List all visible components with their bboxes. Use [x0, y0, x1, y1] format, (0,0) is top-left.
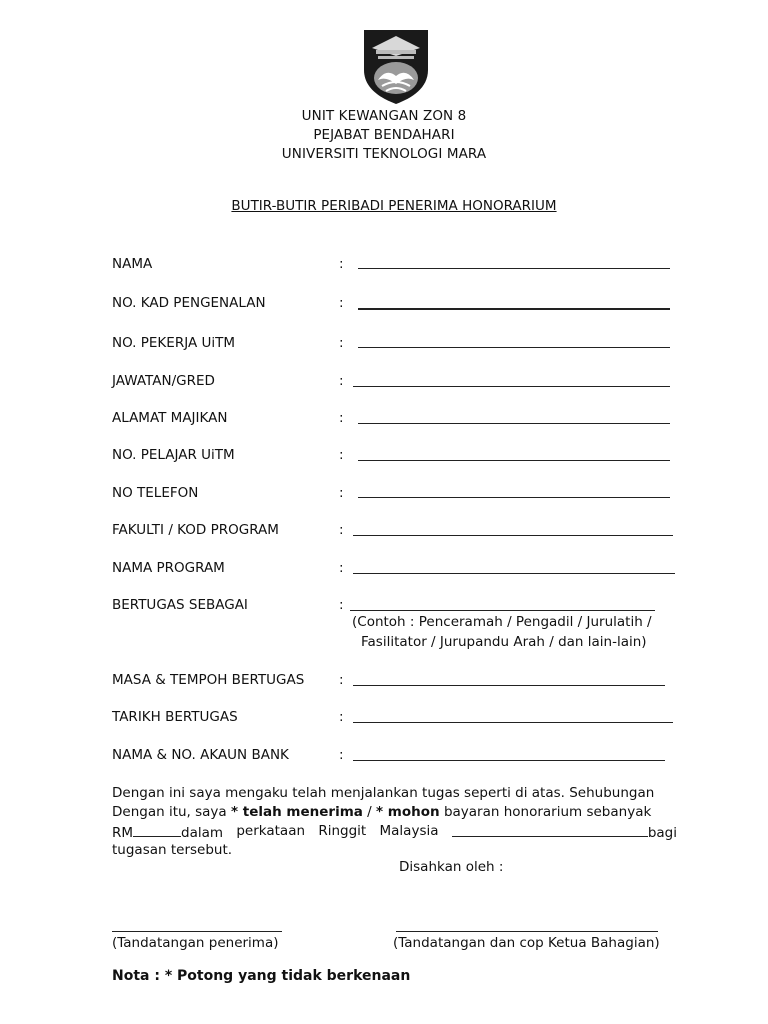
- field-colon: :: [339, 560, 344, 576]
- declaration-line-4: tugasan tersebut.: [112, 842, 233, 858]
- form-title: BUTIR-BUTIR PERIBADI PENERIMA HONORARIUM: [231, 198, 557, 214]
- field-label-alamat-majikan: ALAMAT MAJIKAN: [112, 410, 228, 426]
- declaration-line-2: [112, 803, 677, 822]
- uitm-logo: [364, 30, 428, 104]
- option-separator: /: [367, 804, 372, 820]
- field-line-no-pekerja[interactable]: [358, 347, 670, 348]
- word-malaysia: Malaysia: [379, 823, 439, 839]
- word-perkataan: perkataan: [236, 823, 306, 839]
- declaration-line-3: [112, 822, 677, 841]
- signature-line-penerima[interactable]: [112, 931, 282, 932]
- amount-blank[interactable]: [133, 822, 181, 837]
- header-office: PEJABAT BENDAHARI: [313, 127, 455, 143]
- field-colon: :: [339, 295, 344, 311]
- field-colon: :: [339, 672, 344, 688]
- field-label-fakulti: FAKULTI / KOD PROGRAM: [112, 522, 279, 538]
- bertugas-hint-line1: (Contoh : Penceramah / Pengadil / Jurulatih /: [352, 614, 652, 630]
- field-line-fakulti[interactable]: [353, 535, 673, 536]
- field-label-jawatan: JAWATAN/GRED: [112, 373, 215, 389]
- declaration-paragraph: [112, 784, 677, 860]
- field-line-masa-tempoh[interactable]: [353, 685, 665, 686]
- rm-label: RM: [112, 825, 134, 841]
- field-label-nama-program: NAMA PROGRAM: [112, 560, 225, 576]
- field-label-no-pekerja: NO. PEKERJA UiTM: [112, 335, 235, 351]
- field-line-alamat-majikan[interactable]: [358, 423, 670, 424]
- word-dalam: dalam: [181, 825, 224, 841]
- field-line-jawatan[interactable]: [353, 386, 670, 387]
- word-ringgit: Ringgit: [318, 823, 367, 839]
- field-line-no-pelajar[interactable]: [358, 460, 670, 461]
- field-line-nama[interactable]: [358, 268, 670, 269]
- option-telah-menerima[interactable]: * telah menerima: [231, 804, 363, 820]
- bertugas-hint-line2: Fasilitator / Jurupandu Arah / dan lain-lain): [361, 634, 647, 650]
- field-line-bertugas-sebagai[interactable]: [350, 610, 655, 611]
- field-colon: :: [339, 410, 344, 426]
- field-colon: :: [339, 597, 344, 613]
- signature-line-ketua[interactable]: [396, 931, 658, 932]
- field-label-no-pelajar: NO. PELAJAR UiTM: [112, 447, 235, 463]
- field-colon: :: [339, 335, 344, 351]
- field-label-kad-pengenalan: NO. KAD PENGENALAN: [112, 295, 266, 311]
- field-colon: :: [339, 373, 344, 389]
- field-colon: :: [339, 485, 344, 501]
- field-label-masa-tempoh: MASA & TEMPOH BERTUGAS: [112, 672, 305, 688]
- field-colon: :: [339, 256, 344, 272]
- signature-label-ketua: (Tandatangan dan cop Ketua Bahagian): [393, 935, 660, 951]
- field-colon: :: [339, 709, 344, 725]
- header-unit: UNIT KEWANGAN ZON 8: [301, 108, 467, 124]
- field-label-akaun-bank: NAMA & NO. AKAUN BANK: [112, 747, 289, 763]
- field-line-nama-program[interactable]: [353, 573, 675, 574]
- declaration-line-1: Dengan ini saya mengaku telah menjalankan tugas seperti di atas. Sehubungan: [112, 785, 655, 801]
- field-colon: :: [339, 747, 344, 763]
- field-label-nama: NAMA: [112, 256, 153, 272]
- field-label-tarikh-bertugas: TARIKH BERTUGAS: [112, 709, 238, 725]
- header-university: UNIVERSITI TEKNOLOGI MARA: [281, 146, 487, 162]
- field-label-bertugas-sebagai: BERTUGAS SEBAGAI: [112, 597, 248, 613]
- signature-label-penerima: (Tandatangan penerima): [112, 935, 279, 951]
- option-mohon[interactable]: * mohon: [376, 804, 440, 820]
- amount-words-group: [452, 822, 677, 841]
- field-colon: :: [339, 447, 344, 463]
- field-line-no-telefon[interactable]: [358, 497, 670, 498]
- amount-words-blank[interactable]: [452, 822, 648, 837]
- field-line-akaun-bank[interactable]: [353, 760, 665, 761]
- field-line-kad-pengenalan[interactable]: [358, 308, 670, 310]
- word-bagi: bagi: [647, 825, 677, 841]
- disahkan-oleh: Disahkan oleh :: [399, 859, 504, 875]
- amount-group: [112, 822, 223, 841]
- field-line-tarikh-bertugas[interactable]: [353, 722, 673, 723]
- declaration-text: bayaran honorarium sebanyak: [443, 804, 652, 820]
- declaration-text: Dengan itu, saya: [112, 804, 227, 820]
- field-colon: :: [339, 522, 344, 538]
- field-label-no-telefon: NO TELEFON: [112, 485, 199, 501]
- nota-footnote: Nota : * Potong yang tidak berkenaan: [112, 968, 411, 984]
